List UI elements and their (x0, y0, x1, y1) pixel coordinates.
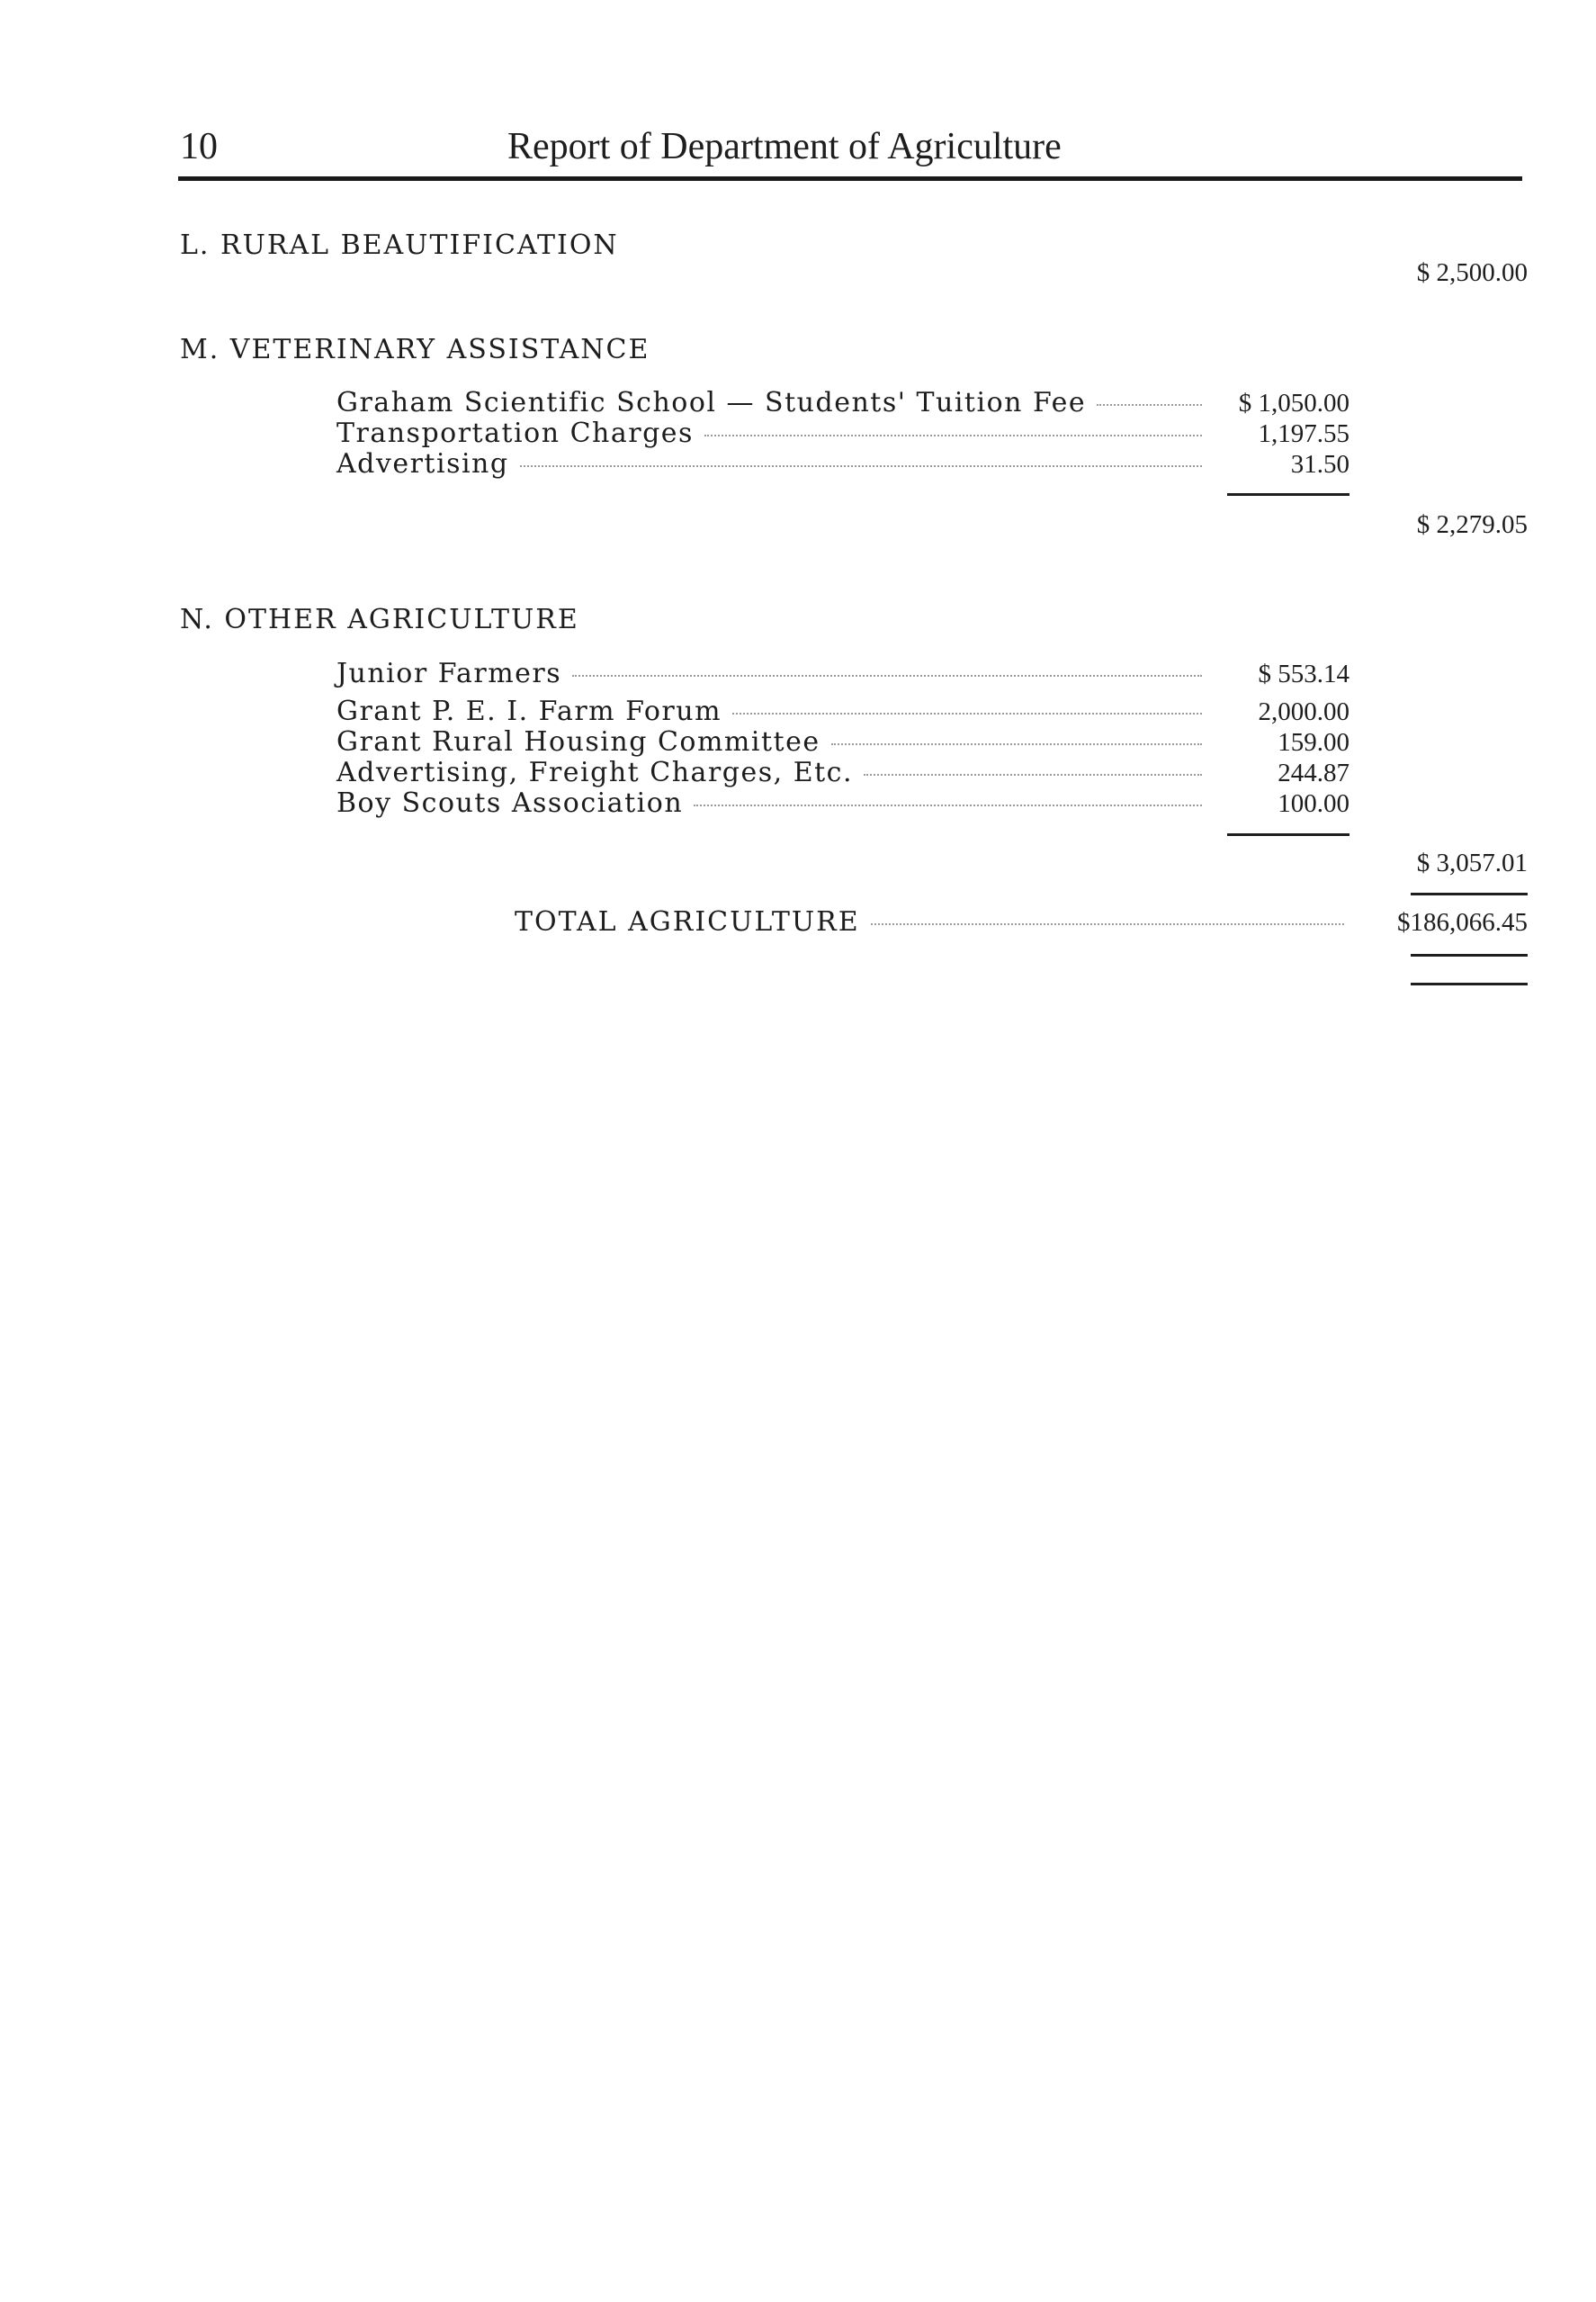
line-item (336, 697, 1349, 727)
dot-leader (694, 805, 1202, 806)
line-item (336, 758, 1349, 788)
dot-leader (831, 743, 1202, 745)
dot-leader (864, 774, 1202, 776)
header-rule (178, 176, 1522, 181)
dot-leader (572, 675, 1202, 677)
section-heading-rural-beautification: L. RURAL BEAUTIFICATION (180, 229, 619, 261)
line-item (336, 418, 1349, 449)
dot-leader (520, 465, 1202, 467)
line-item (336, 659, 1349, 689)
line-item-label: Advertising (336, 448, 509, 480)
double-rule-top (1411, 954, 1528, 957)
dot-leader (1097, 404, 1202, 406)
subtotal-rule (1227, 833, 1349, 836)
dot-leader (871, 923, 1344, 925)
line-item (336, 388, 1349, 418)
dot-leader (704, 435, 1202, 436)
line-item-label: Junior Farmers (336, 658, 562, 689)
section-total-rural-beautification: $ 2,500.00 (1416, 258, 1528, 287)
section-total-veterinary-assistance: $ 2,279.05 (1416, 510, 1528, 539)
grand-total-row (515, 907, 1351, 938)
dot-leader (732, 713, 1202, 715)
line-item-label: Grant Rural Housing Committee (336, 726, 820, 758)
line-item-amount: 1,197.55 (1258, 419, 1349, 448)
line-item-label: Grant P. E. I. Farm Forum (336, 696, 722, 727)
section-heading-other-agriculture: N. OTHER AGRICULTURE (180, 604, 579, 635)
line-item (336, 727, 1349, 758)
double-rule-bottom (1411, 983, 1528, 985)
line-item (336, 449, 1349, 480)
page-title: Report of Department of Agriculture (507, 126, 1062, 167)
subtotal-rule (1227, 493, 1349, 496)
section-total-other-agriculture: $ 3,057.01 (1416, 849, 1528, 877)
section-heading-veterinary-assistance: M. VETERINARY ASSISTANCE (180, 334, 650, 365)
page-number: 10 (180, 126, 218, 167)
total-rule (1411, 893, 1528, 895)
line-item (336, 788, 1349, 819)
line-item-label: Boy Scouts Association (336, 787, 684, 819)
line-item-amount: 2,000.00 (1258, 697, 1349, 726)
grand-total-amount: $186,066.45 (1397, 908, 1528, 937)
line-item-amount: 31.50 (1290, 450, 1349, 479)
line-item-amount: 244.87 (1278, 759, 1349, 787)
line-item-amount: $ 553.14 (1258, 660, 1349, 688)
line-item-amount: 159.00 (1278, 728, 1349, 757)
line-item-amount: 100.00 (1278, 789, 1349, 818)
line-item-label: Transportation Charges (336, 418, 694, 449)
grand-total-label: TOTAL AGRICULTURE (515, 906, 860, 938)
line-item-amount: $ 1,050.00 (1238, 389, 1349, 418)
line-item-label: Advertising, Freight Charges, Etc. (336, 757, 853, 788)
line-item-label: Graham Scientific School — Students' Tuition Fee (336, 387, 1087, 418)
